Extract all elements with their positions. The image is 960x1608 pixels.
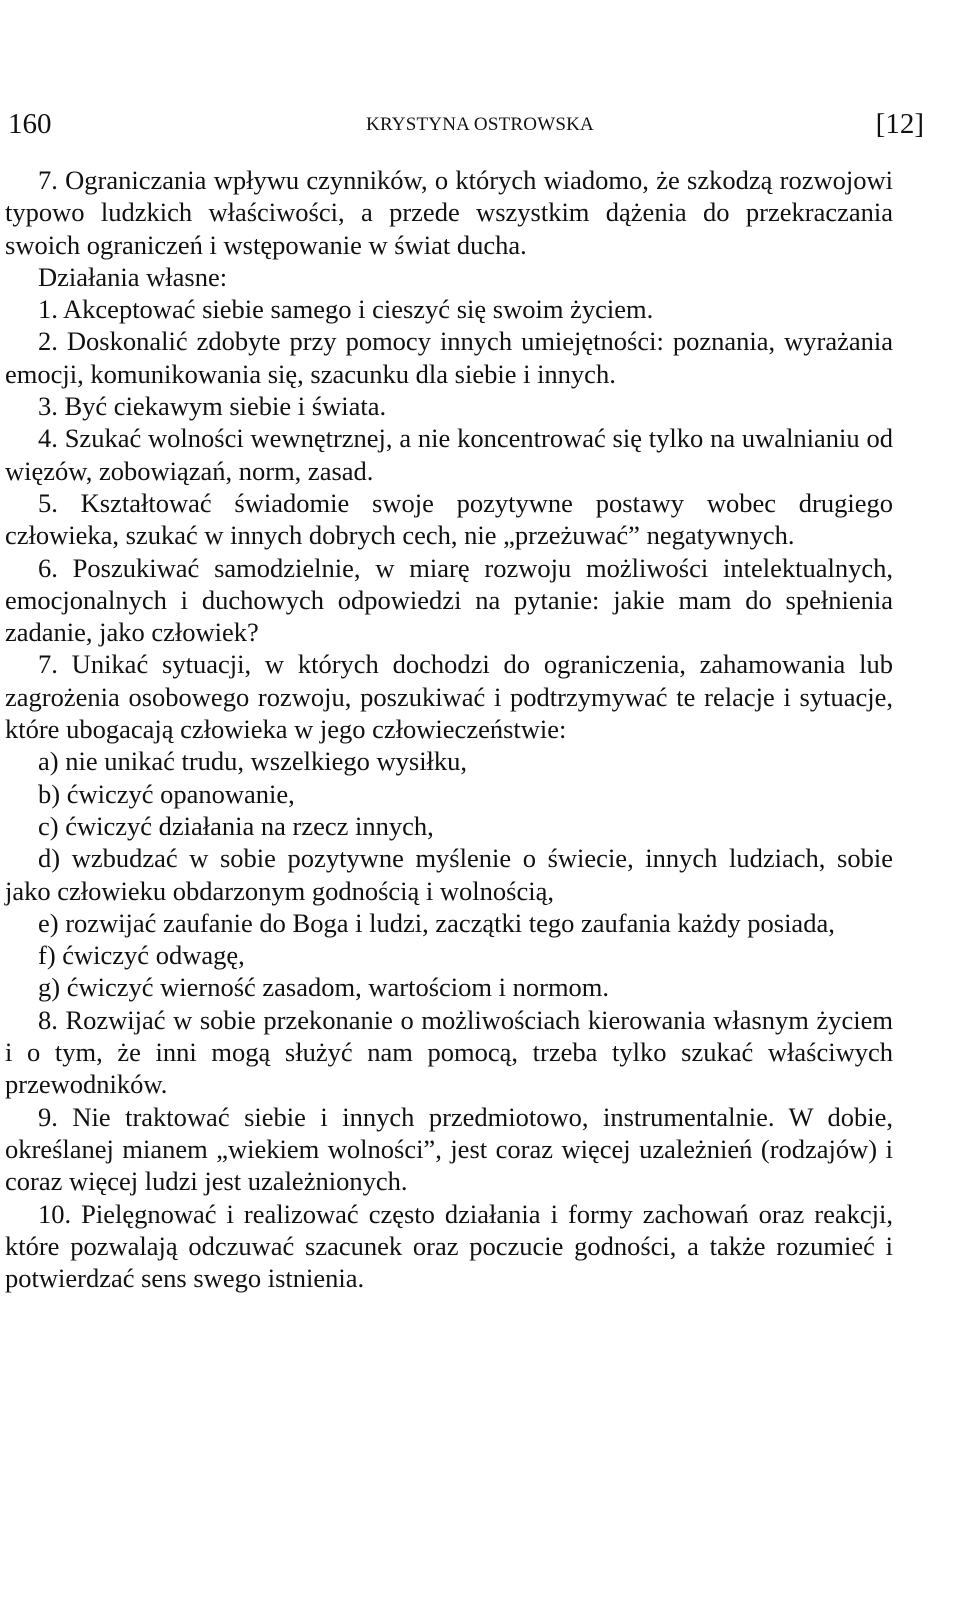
action-item-4: 4. Szukać wolności wewnętrznej, a nie koncentrować się tylko na uwalnianiu od więzów, zobowiązań, norm, zasad.: [5, 423, 893, 486]
subitem-d: d) wzbudzać w sobie pozytywne myślenie o świecie, innych ludziach, sobie jako człowieku obdarzonym godnością i wolnością,: [5, 843, 893, 906]
action-item-6: 6. Poszukiwać samodzielnie, w miarę rozwoju możliwości intelektualnych, emocjonalnych i duchowych odpowiedzi na pytanie: jakie mam do spełnienia zadanie, jako człowiek?: [5, 552, 893, 648]
action-item-5: 5. Kształtować świadomie swoje pozytywne postawy wobec drugiego człowieka, szukać w innych dobrych cech, nie „przeżuwać” negatywnych.: [5, 487, 893, 551]
subitem-b: b) ćwiczyć opanowanie,: [38, 778, 295, 809]
subitem-a: a) nie unikać trudu, wszelkiego wysiłku,: [38, 746, 468, 777]
action-item-7: 7. Unikać sytuacji, w których dochodzi do ograniczenia, zahamowania lub zagrożenia osobowego rozwoju, poszukiwać i podtrzymywać te relacje i sytuacje, które ubogacają człowieka w jego człowieczeństwie:: [5, 649, 893, 745]
subitem-e: e) rozwijać zaufanie do Boga i ludzi, zaczątki tego zaufania każdy posiada,: [38, 907, 835, 938]
page-number: 160: [8, 108, 52, 140]
action-item-9: 9. Nie traktować siebie i innych przedmiotowo, instrumentalnie. W dobie, określanej mianem „wiekiem wolności”, jest coraz więcej uzależnień (rodzajów) i coraz więcej ludzi jest uzależnionych.: [5, 1101, 893, 1197]
page-header: [0, 108, 960, 148]
action-item-10: 10. Pielęgnować i realizować często działania i formy zachowań oraz reakcji, które pozwalają odczuwać szacunek oraz poczucie godności, a także rozumieć i potwierdzać sens swego istnienia.: [5, 1198, 893, 1294]
action-item-1: 1. Akceptować siebie samego i cieszyć się swoim życiem.: [38, 294, 654, 325]
subitem-f: f) ćwiczyć odwagę,: [38, 940, 245, 971]
paragraph-7: 7. Ograniczania wpływu czynników, o których wiadomo, że szkodzą rozwojowi typowo ludzkich właściwości, a przede wszystkim dążenia do przekraczania swoich ograniczeń i wstępowanie w świat ducha.: [5, 165, 893, 260]
action-item-3: 3. Być ciekawym siebie i świata.: [38, 391, 387, 422]
body-text: [5, 164, 893, 1294]
actions-heading: Działania własne:: [38, 261, 228, 292]
section-reference: [12]: [875, 108, 924, 140]
action-item-8: 8. Rozwijać w sobie przekonanie o możliwościach kierowania własnym życiem i o tym, że inni mogą służyć nam pomocą, trzeba tylko szukać właściwych przewodników.: [5, 1004, 893, 1100]
running-title: KRYSTYNA OSTROWSKA: [366, 114, 594, 135]
subitem-c: c) ćwiczyć działania na rzecz innych,: [38, 810, 434, 841]
subitem-g: g) ćwiczyć wierność zasadom, wartościom i normom.: [38, 972, 610, 1003]
action-item-2: 2. Doskonalić zdobyte przy pomocy innych umiejętności: poznania, wyrażania emocji, komunikowania się, szacunku dla siebie i innych.: [5, 326, 893, 389]
